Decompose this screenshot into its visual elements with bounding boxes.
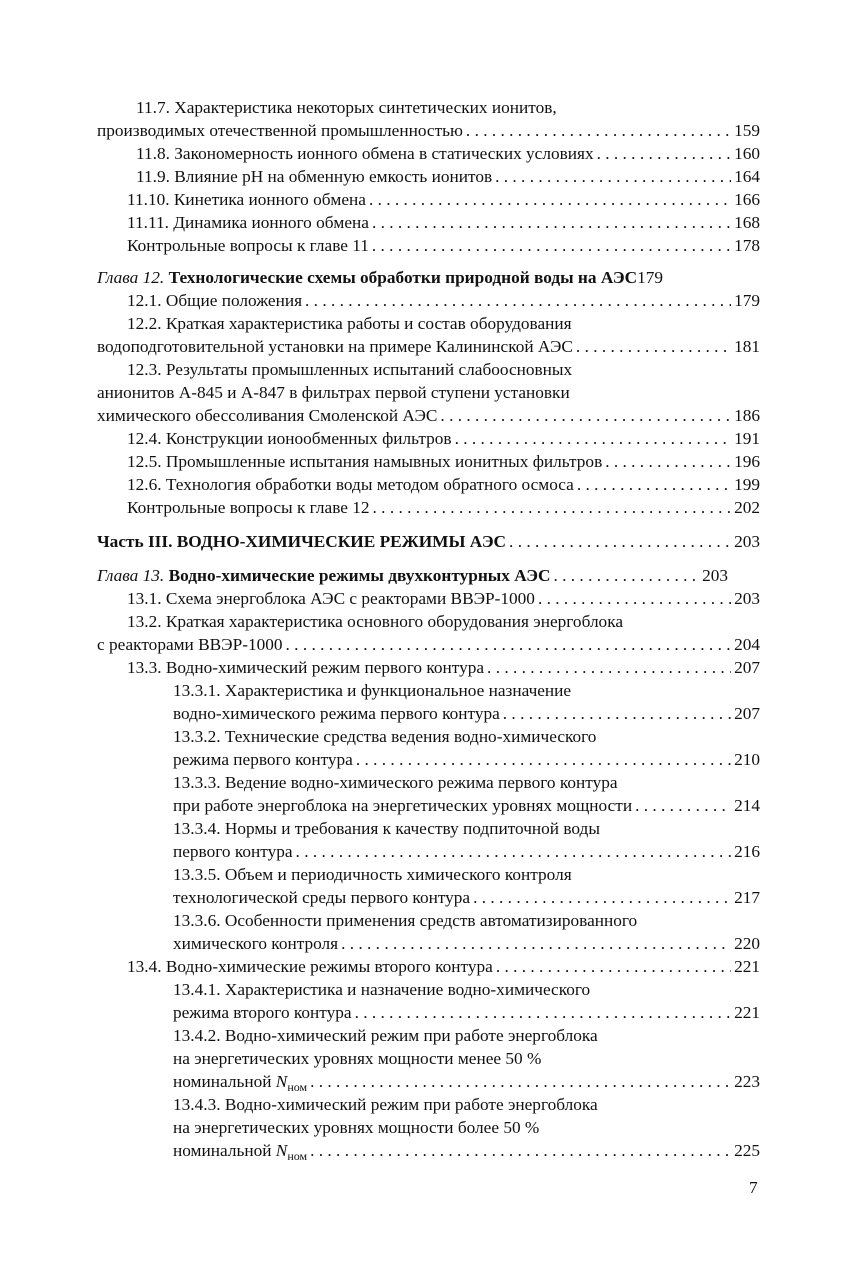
chapter-label: Глава 12. <box>97 268 165 287</box>
toc-entry-13-4-2 <box>97 1024 760 1093</box>
dot-leader <box>487 656 731 679</box>
toc-page-number: 214 <box>734 796 760 815</box>
dot-leader <box>554 564 700 587</box>
toc-page-number: 181 <box>734 337 760 356</box>
toc-entry-13-3-6 <box>97 909 760 955</box>
toc-entry-text: 13.3.3. Ведение водно-химического режима первого контура <box>173 773 618 792</box>
dot-leader <box>305 289 731 312</box>
toc-page-number: 178 <box>734 236 760 255</box>
toc-entry-text: режима первого контура <box>173 750 353 769</box>
toc-entry-text: 12.6. Технология обработки воды методом обратного осмоса <box>127 475 574 494</box>
toc-page-number: 207 <box>734 704 760 723</box>
toc-entry-questions-11 <box>97 234 760 257</box>
toc-entry-text: 12.5. Промышленные испытания намывных ионитных фильтров <box>127 452 603 471</box>
toc-entry-text: 11.9. Влияние pH на обменную емкость ионитов <box>136 167 493 186</box>
symbol-subscript: ном <box>287 1080 308 1094</box>
toc-entry-text: 13.3.2. Технические средства ведения водно-химического <box>173 727 597 746</box>
dot-leader <box>496 955 731 978</box>
page-folio-number: 7 <box>749 1178 758 1197</box>
dot-leader <box>310 1070 731 1093</box>
symbol-subscript: ном <box>287 1149 308 1163</box>
toc-entry-text: 13.2. Краткая характеристика основного оборудования энергоблока <box>127 612 624 631</box>
dot-leader <box>635 794 731 817</box>
toc-entry-12-5 <box>97 450 760 473</box>
dot-leader <box>440 404 731 427</box>
dot-leader <box>509 530 731 553</box>
dot-leader <box>605 450 731 473</box>
dot-leader <box>296 840 732 863</box>
toc-entry-text: химического обессоливания Смоленской АЭС <box>97 406 438 425</box>
toc-page-number: 202 <box>734 498 760 517</box>
toc-entry-text: химического контроля <box>173 934 339 953</box>
dot-leader <box>577 473 731 496</box>
toc-page-number: 216 <box>734 842 760 861</box>
toc-entry-questions-12 <box>97 496 760 519</box>
toc-entry-text: 13.3.4. Нормы и требования к качеству подпиточной воды <box>173 819 600 838</box>
symbol-n: N <box>275 1072 288 1091</box>
toc-entry-text: водно-химического режима первого контура <box>173 704 500 723</box>
toc-entry-12-2 <box>97 312 760 358</box>
toc-entry-text: анионитов А-845 и А-847 в фильтрах первой ступени установки <box>97 383 570 402</box>
toc-entry-13-4 <box>97 955 760 978</box>
dot-leader <box>473 886 731 909</box>
table-of-contents <box>97 96 760 1162</box>
toc-page-number: 179 <box>734 291 760 310</box>
toc-entry-text: 13.3.6. Особенности применения средств автоматизированного <box>173 911 638 930</box>
dot-leader <box>455 427 731 450</box>
dot-leader <box>495 165 731 188</box>
symbol-n: N <box>275 1141 288 1160</box>
toc-entry-11-8 <box>97 142 760 165</box>
toc-page-number: 220 <box>734 934 760 953</box>
toc-entry-12-3 <box>97 358 760 427</box>
toc-entry-13-3-3 <box>97 771 760 817</box>
toc-entry-text: производимых отечественной промышленностью <box>97 121 463 140</box>
toc-entry-text: водоподготовительной установки на примере Калининской АЭС <box>97 337 573 356</box>
toc-entry-text: технологической среды первого контура <box>173 888 471 907</box>
toc-entry-text: 13.4.1. Характеристика и назначение водно-химического <box>173 980 591 999</box>
toc-entry-text: 11.8. Закономерность ионного обмена в статических условиях <box>136 144 594 163</box>
toc-page-number: 199 <box>734 475 760 494</box>
chapter-title: Водно-химические режимы двухконтурных АЭС <box>168 566 551 585</box>
dot-leader <box>373 496 732 519</box>
toc-page-number: 221 <box>734 957 760 976</box>
toc-entry-12-6 <box>97 473 760 496</box>
chapter-title: Технологические схемы обработки природной воды на АЭС <box>168 268 638 287</box>
toc-entry-text: с реакторами ВВЭР-1000 <box>97 635 283 654</box>
dot-leader <box>286 633 732 656</box>
toc-entry-13-3-1 <box>97 679 760 725</box>
dot-leader <box>341 932 731 955</box>
dot-leader <box>503 702 731 725</box>
toc-page-number: 210 <box>734 750 760 769</box>
toc-entry-13-3-5 <box>97 863 760 909</box>
toc-entry-text: на энергетических уровнях мощности более 50 % <box>173 1118 540 1137</box>
toc-entry-text: 13.4.2. Водно-химический режим при работе энергоблока <box>173 1026 598 1045</box>
toc-chapter-13 <box>97 564 728 587</box>
toc-entry-13-4-3 <box>97 1093 760 1162</box>
toc-entry-text: 13.3. Водно-химический режим первого контура <box>127 658 485 677</box>
toc-entry-text: 12.1. Общие положения <box>127 291 303 310</box>
toc-entry-text: первого контура <box>173 842 293 861</box>
toc-page-number: 217 <box>734 888 760 907</box>
toc-entry-text: 13.3.1. Характеристика и функциональное назначение <box>173 681 572 700</box>
toc-page-number: 164 <box>734 167 760 186</box>
toc-page-number: 160 <box>734 144 760 163</box>
toc-entry-12-4 <box>97 427 760 450</box>
dot-leader <box>372 234 731 257</box>
toc-entry-13-3 <box>97 656 760 679</box>
toc-entry-text: Контрольные вопросы к главе 11 <box>127 236 369 255</box>
toc-page-number: 159 <box>734 121 760 140</box>
toc-entry-text: режима второго контура <box>173 1003 352 1022</box>
dot-leader <box>597 142 731 165</box>
toc-entry-text: 13.4.3. Водно-химический режим при работе энергоблока <box>173 1095 598 1114</box>
toc-page-number: 225 <box>734 1141 760 1160</box>
toc-entry-13-2 <box>97 610 760 656</box>
toc-page-number: 186 <box>734 406 760 425</box>
toc-entry-text: номинальной <box>173 1072 272 1091</box>
chapter-label: Глава 13. <box>97 566 165 585</box>
toc-entry-11-9 <box>97 165 760 188</box>
toc-entry-text: 12.4. Конструкции ионообменных фильтров <box>127 429 452 448</box>
toc-page-number: 203 <box>702 566 728 585</box>
toc-entry-11-7 <box>97 96 760 142</box>
toc-entry-11-11 <box>97 211 760 234</box>
toc-entry-13-1 <box>97 587 760 610</box>
toc-entry-text: 12.3. Результаты промышленных испытаний слабоосновных <box>127 360 573 379</box>
toc-part-3 <box>97 530 760 553</box>
toc-page-number: 207 <box>734 658 760 677</box>
toc-entry-text: при работе энергоблока на энергетических уровнях мощности <box>173 796 633 815</box>
toc-entry-13-4-1 <box>97 978 760 1024</box>
toc-entry-text: номинальной <box>173 1141 272 1160</box>
toc-page-number: 168 <box>734 213 760 232</box>
dot-leader <box>538 587 731 610</box>
toc-page-number: 204 <box>734 635 760 654</box>
dot-leader <box>576 335 731 358</box>
toc-entry-13-3-4 <box>97 817 760 863</box>
toc-entry-text: 11.11. Динамика ионного обмена <box>127 213 369 232</box>
dot-leader <box>355 1001 731 1024</box>
dot-leader <box>369 188 731 211</box>
dot-leader <box>356 748 731 771</box>
toc-entry-text: на энергетических уровнях мощности менее 50 % <box>173 1049 542 1068</box>
toc-entry-text: 13.3.5. Объем и периодичность химического контроля <box>173 865 572 884</box>
toc-entry-text: 12.2. Краткая характеристика работы и состав оборудования <box>127 314 572 333</box>
toc-page-number: 191 <box>734 429 760 448</box>
toc-entry-text: 13.1. Схема энергоблока АЭС с реакторами ВВЭР-1000 <box>127 589 535 608</box>
part-title: Часть III. ВОДНО-ХИМИЧЕСКИЕ РЕЖИМЫ АЭС <box>97 532 507 551</box>
toc-entry-text: 11.10. Кинетика ионного обмена <box>127 190 366 209</box>
toc-page-number: 179 <box>637 268 664 287</box>
toc-entry-text: 11.7. Характеристика некоторых синтетических ионитов, <box>136 98 557 117</box>
toc-page-number: 166 <box>734 190 760 209</box>
toc-entry-text: Контрольные вопросы к главе 12 <box>127 498 370 517</box>
toc-page-number: 203 <box>734 532 760 551</box>
toc-page-number: 203 <box>734 589 760 608</box>
toc-page-number: 221 <box>734 1003 760 1022</box>
dot-leader <box>310 1139 731 1162</box>
toc-entry-text: 13.4. Водно-химические режимы второго контура <box>127 957 493 976</box>
dot-leader <box>466 119 731 142</box>
toc-page-number: 223 <box>734 1072 760 1091</box>
toc-chapter-12 <box>97 266 760 289</box>
toc-page-number: 196 <box>734 452 760 471</box>
toc-entry-11-10 <box>97 188 760 211</box>
dot-leader <box>372 211 731 234</box>
toc-entry-12-1 <box>97 289 760 312</box>
toc-entry-13-3-2 <box>97 725 760 771</box>
